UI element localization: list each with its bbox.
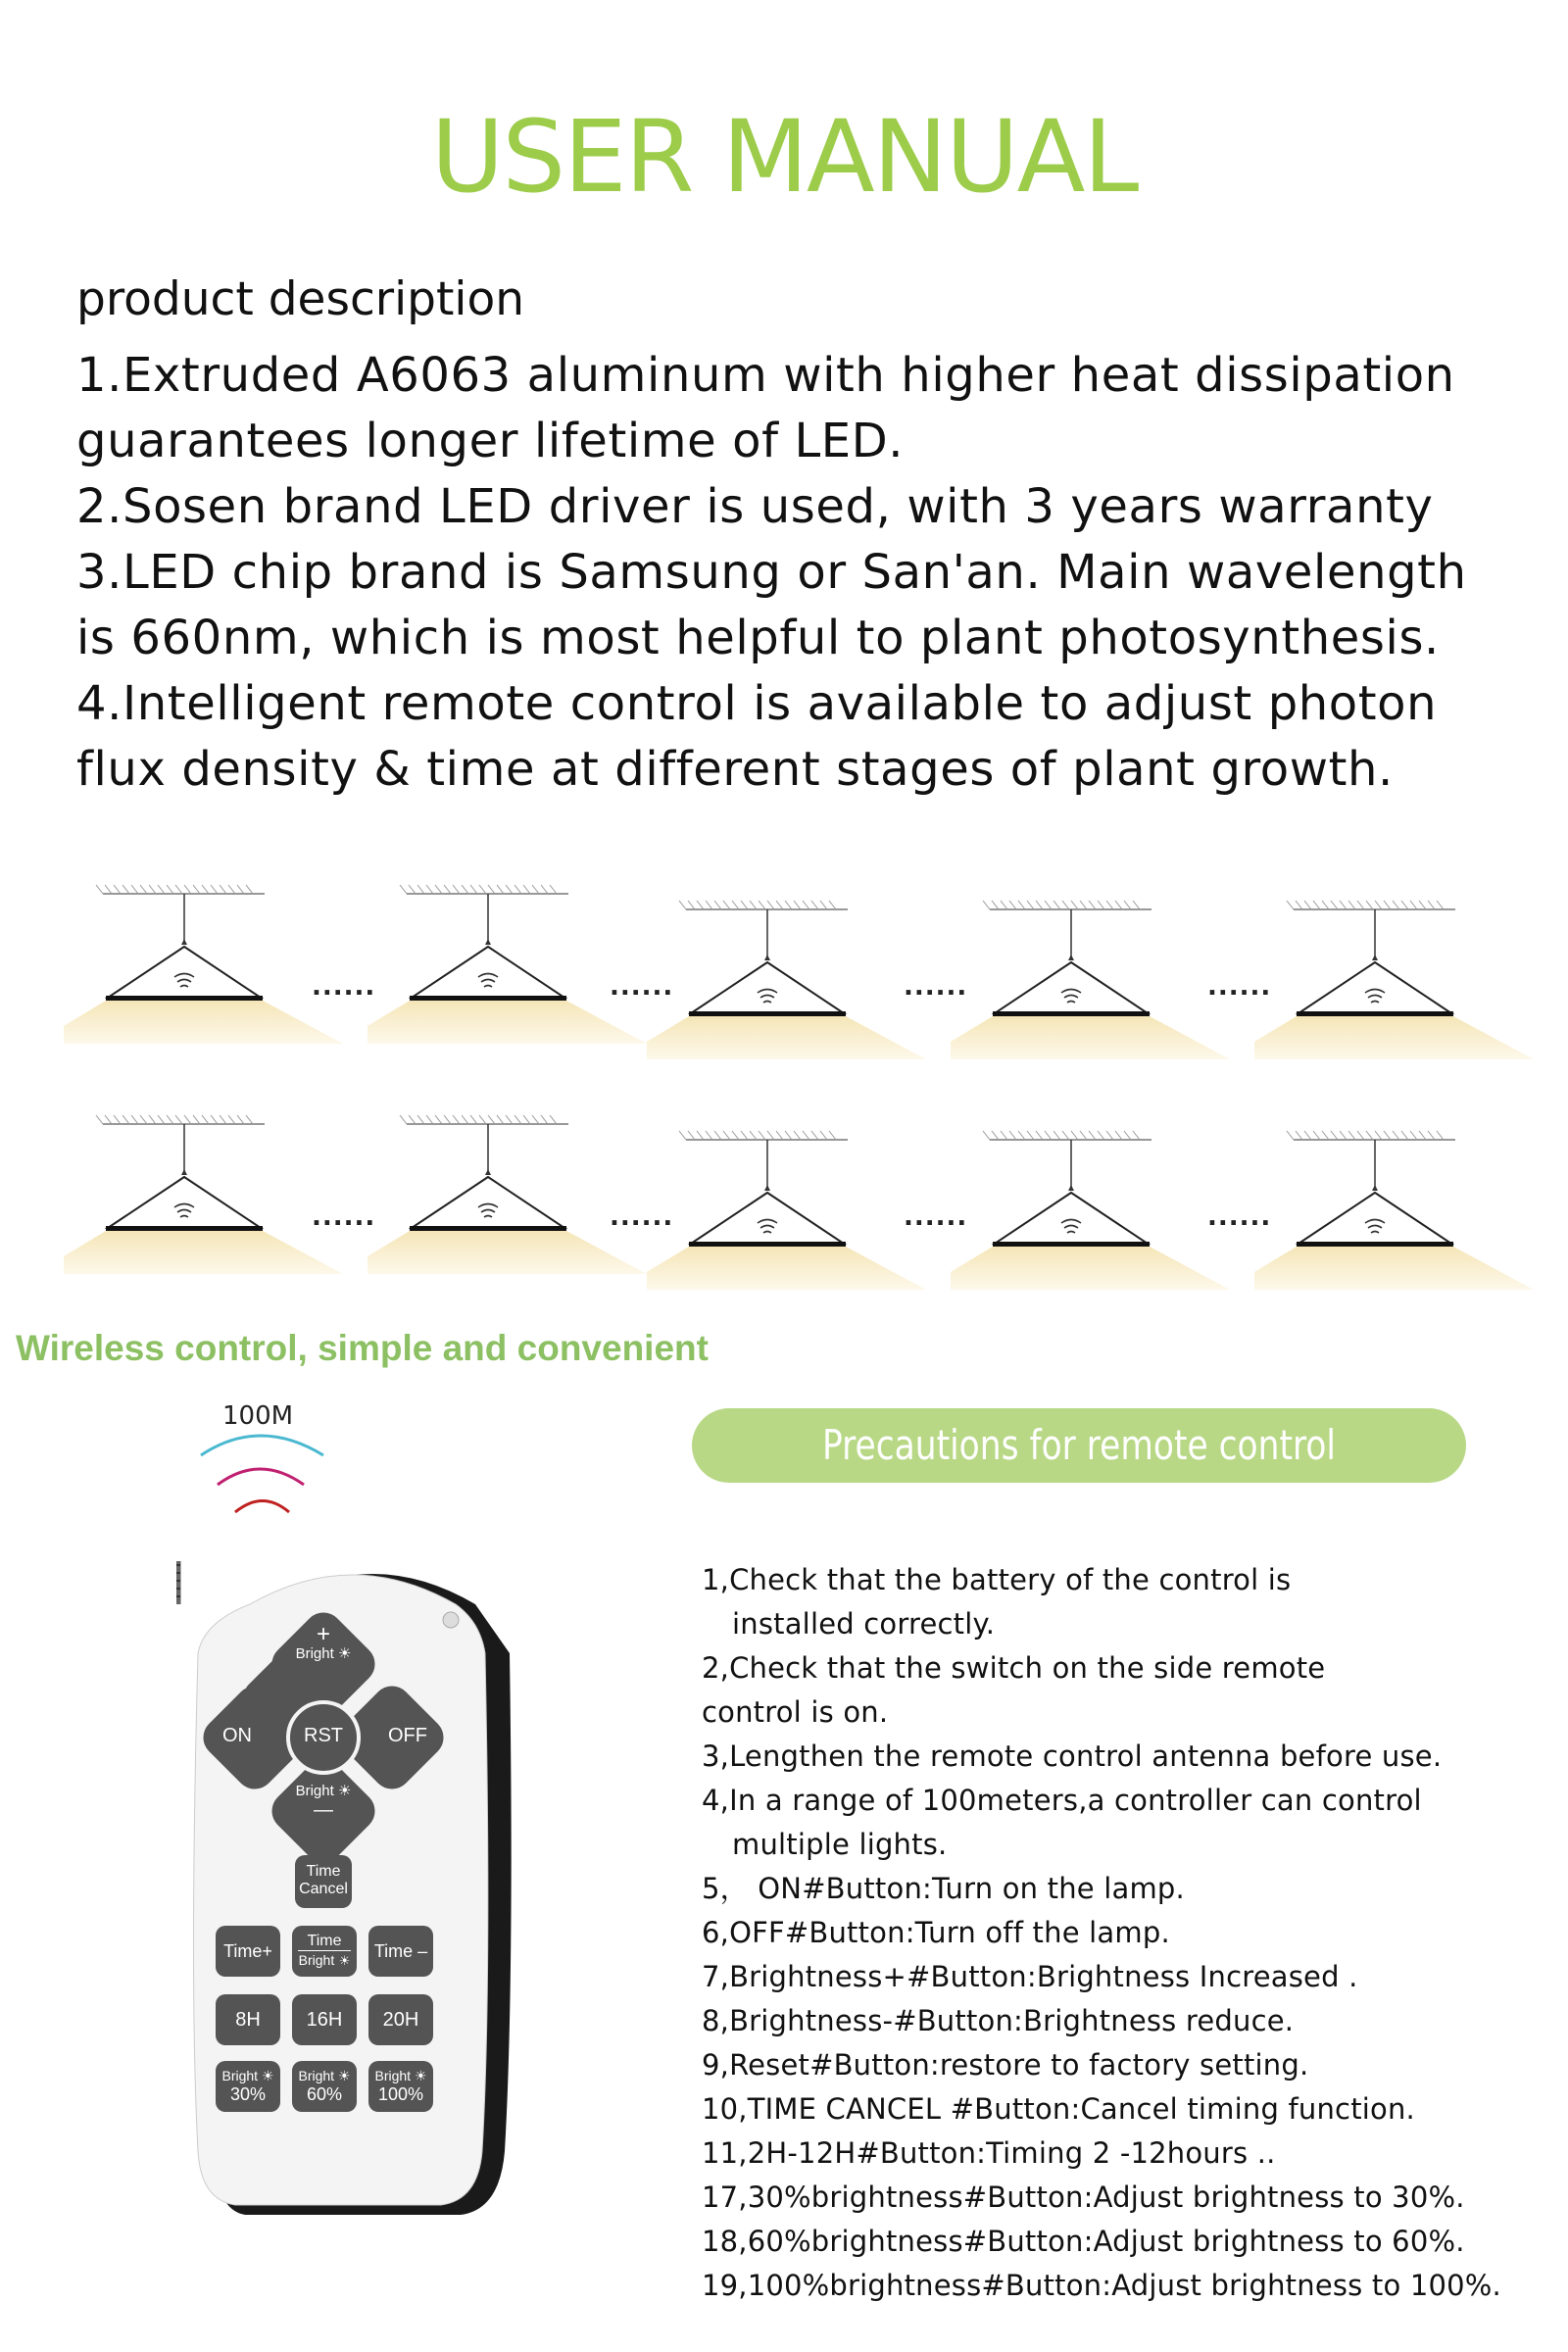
description-line: 2.Sosen brand LED driver is used, with 3 years warranty	[76, 479, 1434, 534]
list-item: multiple lights.	[732, 1828, 948, 1861]
lamp-row	[0, 1112, 1568, 1308]
sun-icon: ☀	[261, 2068, 274, 2083]
pendant-lamp-icon	[647, 1128, 931, 1324]
ellipsis-separator: ......	[1207, 1202, 1272, 1232]
bright-minus-button[interactable]	[289, 1783, 358, 1820]
description-line: 4.Intelligent remote control is available to adjust photon	[76, 676, 1438, 731]
pendant-lamp-icon	[1254, 1128, 1539, 1324]
sun-icon: ☀	[337, 1645, 352, 1662]
20h-button[interactable]: 20H	[368, 1994, 433, 2045]
range-label: 100M	[222, 1401, 294, 1431]
list-item: 5， ON#Button:Turn on the lamp.	[702, 1872, 1185, 1905]
list-item: 2,Check that the switch on the side remote	[702, 1651, 1326, 1685]
ellipsis-separator: ......	[610, 972, 674, 1002]
plus-label: +	[316, 1621, 330, 1647]
list-item: installed correctly.	[732, 1607, 996, 1641]
list-item: 8,Brightness-#Button:Brightness reduce.	[702, 2004, 1295, 2037]
on-button[interactable]: ON	[222, 1725, 252, 1746]
pendant-lamp-icon	[1254, 898, 1539, 1094]
sun-icon: ☀	[414, 2068, 427, 2083]
time-bright-button[interactable]	[292, 1926, 357, 1977]
page-title: USER MANUAL	[430, 99, 1138, 216]
ellipsis-separator: ......	[312, 1202, 376, 1232]
time-label: Time	[306, 1863, 341, 1880]
sun-icon: ☀	[338, 1953, 351, 1968]
bright-60-button[interactable]	[292, 2061, 357, 2112]
description-line: is 660nm, which is most helpful to plant photosynthesis.	[76, 611, 1440, 665]
ellipsis-separator: ......	[312, 972, 376, 1002]
ellipsis-separator: ......	[904, 972, 968, 1002]
16h-button[interactable]: 16H	[292, 1994, 357, 2045]
ellipsis-separator: ......	[904, 1202, 968, 1232]
time-cancel-button[interactable]	[295, 1855, 352, 1908]
list-item: 9,Reset#Button:restore to factory setting.	[702, 2048, 1309, 2082]
pendant-lamp-icon	[64, 882, 348, 1078]
pendant-lamp-icon	[951, 1128, 1235, 1324]
precautions-header	[692, 1408, 1466, 1483]
lamp-installation-diagram	[0, 882, 1568, 1303]
list-item: 11,2H-12H#Button:Timing 2 -12hours ..	[702, 2136, 1276, 2170]
rst-button[interactable]: RST	[304, 1725, 343, 1746]
list-item: 18,60%brightness#Button:Adjust brightness to 60%.	[702, 2225, 1465, 2258]
description-text	[76, 343, 1546, 803]
description-line: guarantees longer lifetime of LED.	[76, 414, 905, 468]
list-item: 10,TIME CANCEL #Button:Cancel timing function.	[702, 2092, 1415, 2126]
list-item: 6,OFF#Button:Turn off the lamp.	[702, 1916, 1170, 1949]
sun-icon: ☀	[337, 1783, 352, 1799]
precautions-title: Precautions for remote control	[821, 1421, 1337, 1469]
bright-label: Bright	[298, 1952, 335, 1968]
remote-control-illustration	[176, 1396, 608, 2249]
bright-30-button[interactable]	[216, 2061, 280, 2112]
30-label: 30%	[229, 2084, 267, 2104]
time-minus-button[interactable]: Time –	[368, 1926, 433, 1977]
remote-keypad	[176, 1396, 608, 2249]
list-item: 17,30%brightness#Button:Adjust brightness to 30%.	[702, 2180, 1465, 2214]
time-label: Time	[307, 1933, 342, 1949]
pendant-lamp-icon	[647, 898, 931, 1094]
list-item: 3,Lengthen the remote control antenna before use.	[702, 1740, 1443, 1773]
bright-label: Bright	[298, 2068, 335, 2083]
lamp-row	[0, 882, 1568, 1078]
minus-label: —	[314, 1799, 333, 1821]
description-line: 3.LED chip brand is Samsung or San'an. Main wavelength	[76, 545, 1467, 600]
time-plus-button[interactable]: Time+	[216, 1926, 280, 1977]
pendant-lamp-icon	[951, 898, 1235, 1094]
100-label: 100%	[377, 2084, 424, 2104]
60-label: 60%	[306, 2084, 343, 2104]
bright-label: Bright	[374, 2068, 412, 2083]
description-line: flux density & time at different stages of plant growth.	[76, 742, 1394, 797]
bright-label: Bright	[295, 1645, 334, 1662]
sun-icon: ☀	[337, 2068, 351, 2083]
list-item: 7,Brightness+#Button:Brightness Increased .	[702, 1960, 1358, 1993]
list-item: 4,In a range of 100meters,a controller can control	[702, 1784, 1422, 1817]
wireless-heading: Wireless control, simple and convenient	[16, 1328, 709, 1368]
list-item: 1,Check that the battery of the control is	[702, 1563, 1292, 1596]
8h-button[interactable]: 8H	[216, 1994, 280, 2045]
precautions-list	[702, 1558, 1544, 2308]
bright-plus-button[interactable]	[289, 1621, 358, 1663]
pendant-lamp-icon	[64, 1112, 348, 1308]
ellipsis-separator: ......	[1207, 972, 1272, 1002]
description-line: 1.Extruded A6063 aluminum with higher heat dissipation	[76, 348, 1455, 403]
bright-100-button[interactable]	[368, 2061, 433, 2112]
list-item: control is on.	[702, 1695, 889, 1729]
description-heading: product description	[76, 272, 525, 326]
ellipsis-separator: ......	[610, 1202, 674, 1232]
bright-label: Bright	[221, 2068, 259, 2083]
bright-label: Bright	[295, 1783, 334, 1799]
list-item: 19,100%brightness#Button:Adjust brightness to 100%.	[702, 2269, 1501, 2302]
off-button[interactable]: OFF	[388, 1725, 427, 1746]
cancel-label: Cancel	[299, 1881, 348, 1897]
